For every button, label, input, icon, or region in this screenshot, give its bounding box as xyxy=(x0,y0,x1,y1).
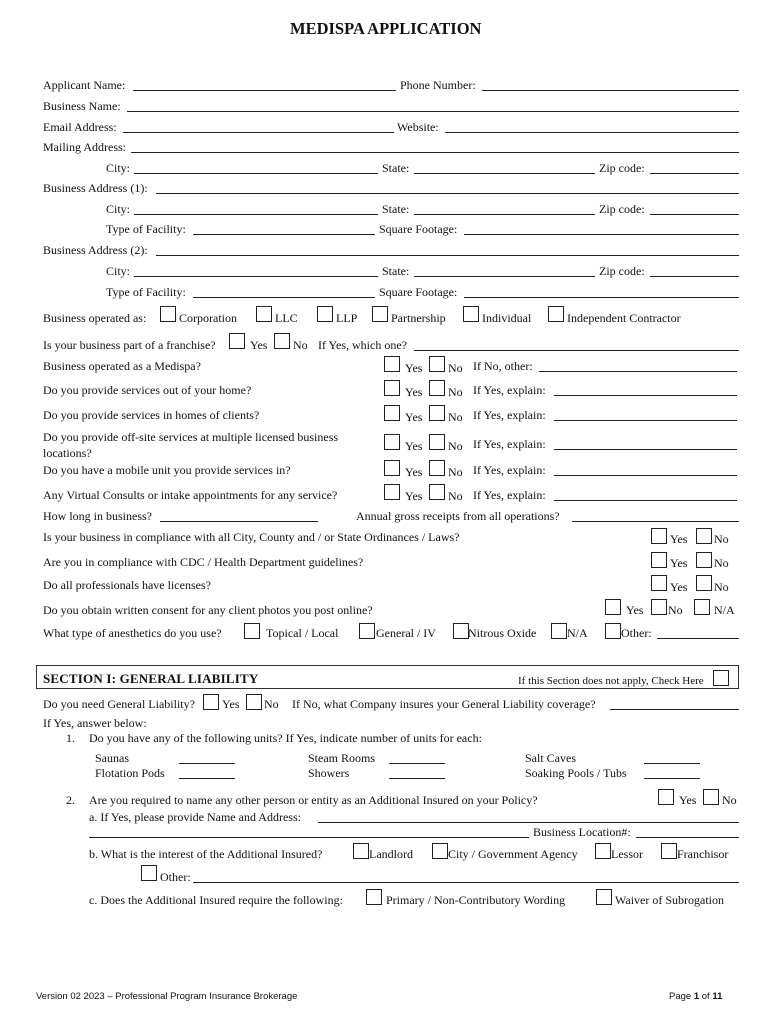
ba1-sqft-label: Square Footage: xyxy=(379,222,458,236)
out-of-home-explain-field[interactable] xyxy=(554,395,737,396)
offsite-question-line1: Do you provide off-site services at multiple licensed business xyxy=(43,430,339,444)
need-gl-no-label: No xyxy=(264,697,279,711)
landlord-checkbox[interactable] xyxy=(353,843,369,859)
homes-of-clients-question: Do you provide services in homes of clients? xyxy=(43,408,260,422)
ba2-sqft-field[interactable] xyxy=(464,297,739,298)
compliance-cdc-no-checkbox[interactable] xyxy=(696,552,712,568)
ba1-zip-label: Zip code: xyxy=(599,202,645,216)
mobile-unit-no-label: No xyxy=(448,465,463,479)
unit-showers-label: Showers xyxy=(308,766,350,780)
licenses-yes-label: Yes xyxy=(670,580,688,594)
mailing-city-field[interactable] xyxy=(134,173,378,174)
mobile-unit-question: Do you have a mobile unit you provide services in? xyxy=(43,463,291,477)
franchise-yes-checkbox[interactable] xyxy=(229,333,245,349)
franchise-followup-label: If Yes, which one? xyxy=(318,338,407,352)
ba2-zip-label: Zip code: xyxy=(599,264,645,278)
mobile-unit-yes-checkbox[interactable] xyxy=(384,460,400,476)
waiver-subrogation-option: Waiver of Subrogation xyxy=(615,893,725,907)
q2-yes-label: Yes xyxy=(679,793,697,807)
written-consent-yes-checkbox[interactable] xyxy=(605,599,621,615)
licenses-yes-checkbox[interactable] xyxy=(651,575,667,591)
unit-showers-field[interactable] xyxy=(389,778,445,779)
waiver-subrogation-checkbox[interactable] xyxy=(596,889,612,905)
q2c-text: c. Does the Additional Insured require the following: xyxy=(89,893,343,907)
government-agency-checkbox[interactable] xyxy=(432,843,448,859)
how-long-label: How long in business? xyxy=(43,509,152,523)
q1-text: Do you have any of the following units? If Yes, indicate number of units for each: xyxy=(89,731,482,745)
llp-option: LLP xyxy=(336,311,358,325)
offsite-no-label: No xyxy=(448,439,463,453)
compliance-cdc-yes-label: Yes xyxy=(670,556,688,570)
llc-checkbox[interactable] xyxy=(256,306,272,322)
out-of-home-explain-label: If Yes, explain: xyxy=(473,383,546,397)
franchise-yes-label: Yes xyxy=(250,338,268,352)
ba2-state-label: State: xyxy=(382,264,410,278)
homes-of-clients-explain-field[interactable] xyxy=(554,420,737,421)
ba1-city-field[interactable] xyxy=(134,214,378,215)
unit-saunas-label: Saunas xyxy=(95,751,129,765)
gl-company-field[interactable] xyxy=(610,709,739,710)
business-address-2-label: Business Address (2): xyxy=(43,243,148,257)
interest-other-field[interactable] xyxy=(193,882,739,883)
business-address-1-field[interactable] xyxy=(156,193,739,194)
unit-saunas-field[interactable] xyxy=(179,763,235,764)
need-gl-yes-label: Yes xyxy=(222,697,240,711)
unit-salt-caves-field[interactable] xyxy=(644,763,700,764)
licenses-no-label: No xyxy=(714,580,729,594)
compliance-ordinances-yes-label: Yes xyxy=(670,532,688,546)
page-prefix: Page xyxy=(669,991,694,1002)
compliance-cdc-no-label: No xyxy=(714,556,729,570)
individual-option: Individual xyxy=(482,311,532,325)
lessor-checkbox[interactable] xyxy=(595,843,611,859)
virtual-consults-no-checkbox[interactable] xyxy=(429,484,445,500)
q2-no-label: No xyxy=(722,793,737,807)
medispa-other-field[interactable] xyxy=(539,371,737,372)
gross-receipts-field[interactable] xyxy=(572,521,739,522)
email-address-field[interactable] xyxy=(123,132,394,133)
q2a-name-field[interactable] xyxy=(318,822,739,823)
website-label: Website: xyxy=(397,120,439,134)
compliance-ordinances-no-label: No xyxy=(714,532,729,546)
corporation-option: Corporation xyxy=(179,311,237,325)
compliance-ordinances-no-checkbox[interactable] xyxy=(696,528,712,544)
anesthetics-na-option: N/A xyxy=(567,626,588,640)
compliance-ordinances-question: Is your business in compliance with all City, County and / or State Ordinances / Laws? xyxy=(43,530,460,544)
partnership-option: Partnership xyxy=(391,311,446,325)
offsite-yes-label: Yes xyxy=(405,439,423,453)
franchise-no-checkbox[interactable] xyxy=(274,333,290,349)
anesthetics-question: What type of anesthetics do you use? xyxy=(43,626,222,640)
ba1-facility-field[interactable] xyxy=(193,234,375,235)
website-field[interactable] xyxy=(445,132,739,133)
licenses-no-checkbox[interactable] xyxy=(696,575,712,591)
anesthetics-other-option: Other: xyxy=(621,626,652,640)
unit-flotation-field[interactable] xyxy=(179,778,235,779)
business-address-1-label: Business Address (1): xyxy=(43,181,148,195)
llc-option: LLC xyxy=(275,311,298,325)
section-1-skip-checkbox[interactable] xyxy=(713,670,729,686)
franchisor-checkbox[interactable] xyxy=(661,843,677,859)
virtual-consults-explain-label: If Yes, explain: xyxy=(473,488,546,502)
q2a-address-field[interactable] xyxy=(89,837,529,838)
anesthetics-other-field[interactable] xyxy=(657,638,739,639)
independent-contractor-checkbox[interactable] xyxy=(548,306,564,322)
nitrous-oxide-option: Nitrous Oxide xyxy=(468,626,537,640)
ba2-city-field[interactable] xyxy=(134,276,378,277)
offsite-explain-label: If Yes, explain: xyxy=(473,437,546,451)
mobile-unit-yes-label: Yes xyxy=(405,465,423,479)
gross-receipts-label: Annual gross receipts from all operations? xyxy=(356,509,560,523)
footer-page-number xyxy=(669,992,722,1002)
q2-yes-checkbox[interactable] xyxy=(658,789,674,805)
mailing-city-label: City: xyxy=(106,161,131,175)
business-name-field[interactable] xyxy=(127,111,739,112)
mailing-zip-field[interactable] xyxy=(650,173,739,174)
compliance-ordinances-yes-checkbox[interactable] xyxy=(651,528,667,544)
ba1-facility-label: Type of Facility: xyxy=(106,222,186,236)
written-consent-no-label: No xyxy=(668,603,683,617)
government-agency-option: City / Government Agency xyxy=(448,847,578,861)
need-gl-yes-checkbox[interactable] xyxy=(203,694,219,710)
how-long-field[interactable] xyxy=(160,521,318,522)
homes-of-clients-yes-checkbox[interactable] xyxy=(384,405,400,421)
business-name-label: Business Name: xyxy=(43,99,121,113)
anesthetics-na-checkbox[interactable] xyxy=(551,623,567,639)
section-1-title: SECTION I: GENERAL LIABILITY xyxy=(43,671,259,686)
virtual-consults-yes-label: Yes xyxy=(405,489,423,503)
primary-noncontributory-checkbox[interactable] xyxy=(366,889,382,905)
q2a-text: a. If Yes, please provide Name and Address: xyxy=(89,810,301,824)
mobile-unit-explain-label: If Yes, explain: xyxy=(473,463,546,477)
offsite-yes-checkbox[interactable] xyxy=(384,434,400,450)
need-gl-no-checkbox[interactable] xyxy=(246,694,262,710)
franchise-question: Is your business part of a franchise? xyxy=(43,338,216,352)
virtual-consults-question: Any Virtual Consults or intake appointments for any service? xyxy=(43,488,338,502)
interest-other-label: Other: xyxy=(160,870,191,884)
page-current: 1 xyxy=(693,991,700,1002)
written-consent-na-label: N/A xyxy=(714,603,735,617)
topical-checkbox[interactable] xyxy=(244,623,260,639)
email-address-label: Email Address: xyxy=(43,120,117,134)
medispa-question: Business operated as a Medispa? xyxy=(43,359,201,373)
written-consent-na-checkbox[interactable] xyxy=(694,599,710,615)
business-location-field[interactable] xyxy=(636,837,739,838)
footer-version: Version 02 2023 – Professional Program Insurance Brokerage xyxy=(36,991,298,1002)
unit-soaking-field[interactable] xyxy=(644,778,700,779)
homes-of-clients-explain-label: If Yes, explain: xyxy=(473,408,546,422)
ba1-city-label: City: xyxy=(106,202,131,216)
primary-noncontributory-option: Primary / Non-Contributory Wording xyxy=(386,893,566,907)
mobile-unit-explain-field[interactable] xyxy=(554,475,737,476)
compliance-cdc-question: Are you in compliance with CDC / Health Department guidelines? xyxy=(43,555,364,569)
anesthetics-other-checkbox[interactable] xyxy=(605,623,621,639)
nitrous-oxide-checkbox[interactable] xyxy=(453,623,469,639)
business-location-label: Business Location#: xyxy=(533,825,631,839)
franchisor-option: Franchisor xyxy=(677,847,729,861)
franchise-which-field[interactable] xyxy=(414,350,739,351)
ba2-sqft-label: Square Footage: xyxy=(379,285,458,299)
ba1-state-label: State: xyxy=(382,202,410,216)
gl-if-yes-label: If Yes, answer below: xyxy=(43,716,147,730)
mailing-state-field[interactable] xyxy=(414,173,595,174)
mailing-state-label: State: xyxy=(382,161,410,175)
out-of-home-no-checkbox[interactable] xyxy=(429,380,445,396)
page-total: 11 xyxy=(712,991,723,1002)
phone-number-field[interactable] xyxy=(482,90,739,91)
homes-of-clients-no-label: No xyxy=(448,410,463,424)
page-title: MEDISPA APPLICATION xyxy=(290,19,482,38)
section-1-skip-note: If this Section does not apply, Check Here xyxy=(518,675,704,687)
ba1-zip-field[interactable] xyxy=(650,214,739,215)
virtual-consults-yes-checkbox[interactable] xyxy=(384,484,400,500)
partnership-checkbox[interactable] xyxy=(372,306,388,322)
unit-steam-label: Steam Rooms xyxy=(308,751,376,765)
q2-no-checkbox[interactable] xyxy=(703,789,719,805)
q2-text: Are you required to name any other person or entity as an Additional Insured on your Policy? xyxy=(89,793,538,807)
offsite-no-checkbox[interactable] xyxy=(429,434,445,450)
ba2-zip-field[interactable] xyxy=(650,276,739,277)
gl-if-no-label: If No, what Company insures your General Liability coverage? xyxy=(292,697,596,711)
q2-number: 2. xyxy=(66,793,75,807)
ba2-facility-label: Type of Facility: xyxy=(106,285,186,299)
compliance-cdc-yes-checkbox[interactable] xyxy=(651,552,667,568)
virtual-consults-explain-field[interactable] xyxy=(554,500,737,501)
applicant-name-label: Applicant Name: xyxy=(43,78,126,92)
independent-contractor-option: Independent Contractor xyxy=(567,311,681,325)
mobile-unit-no-checkbox[interactable] xyxy=(429,460,445,476)
page-of: of xyxy=(699,991,713,1002)
ba2-state-field[interactable] xyxy=(414,276,595,277)
ba1-state-field[interactable] xyxy=(414,214,595,215)
medispa-no-checkbox[interactable] xyxy=(429,356,445,372)
ba1-sqft-field[interactable] xyxy=(464,234,739,235)
written-consent-no-checkbox[interactable] xyxy=(651,599,667,615)
written-consent-yes-label: Yes xyxy=(626,603,644,617)
out-of-home-yes-label: Yes xyxy=(405,385,423,399)
out-of-home-no-label: No xyxy=(448,385,463,399)
operated-as-label: Business operated as: xyxy=(43,311,147,325)
offsite-explain-field[interactable] xyxy=(554,449,737,450)
landlord-option: Landlord xyxy=(369,847,413,861)
licenses-question: Do all professionals have licenses? xyxy=(43,578,211,592)
homes-of-clients-no-checkbox[interactable] xyxy=(429,405,445,421)
business-address-2-field[interactable] xyxy=(156,255,739,256)
medispa-yes-checkbox[interactable] xyxy=(384,356,400,372)
topical-option: Topical / Local xyxy=(266,626,339,640)
franchise-no-label: No xyxy=(293,338,308,352)
offsite-question-line2: locations? xyxy=(43,446,92,460)
individual-checkbox[interactable] xyxy=(463,306,479,322)
ba2-facility-field[interactable] xyxy=(193,297,375,298)
general-iv-option: General / IV xyxy=(376,626,436,640)
general-iv-checkbox[interactable] xyxy=(359,623,375,639)
q2b-text: b. What is the interest of the Additional Insured? xyxy=(89,847,323,861)
out-of-home-yes-checkbox[interactable] xyxy=(384,380,400,396)
mailing-address-label: Mailing Address: xyxy=(43,140,126,154)
medispa-no-label: No xyxy=(448,361,463,375)
unit-salt-caves-label: Salt Caves xyxy=(525,751,576,765)
out-of-home-question: Do you provide services out of your home? xyxy=(43,383,252,397)
virtual-consults-no-label: No xyxy=(448,489,463,503)
mailing-zip-label: Zip code: xyxy=(599,161,645,175)
mailing-address-field[interactable] xyxy=(131,152,739,153)
applicant-name-field[interactable] xyxy=(133,90,396,91)
interest-other-checkbox[interactable] xyxy=(141,865,157,881)
lessor-option: Lessor xyxy=(611,847,643,861)
phone-number-label: Phone Number: xyxy=(400,78,476,92)
ba2-city-label: City: xyxy=(106,264,131,278)
unit-steam-field[interactable] xyxy=(389,763,445,764)
medispa-followup-label: If No, other: xyxy=(473,359,533,373)
homes-of-clients-yes-label: Yes xyxy=(405,410,423,424)
written-consent-question: Do you obtain written consent for any client photos you post online? xyxy=(43,603,373,617)
corporation-checkbox[interactable] xyxy=(160,306,176,322)
q1-number: 1. xyxy=(66,731,75,745)
unit-flotation-label: Flotation Pods xyxy=(95,766,165,780)
unit-soaking-label: Soaking Pools / Tubs xyxy=(525,766,627,780)
medispa-yes-label: Yes xyxy=(405,361,423,375)
llp-checkbox[interactable] xyxy=(317,306,333,322)
need-gl-question: Do you need General Liability? xyxy=(43,697,195,711)
